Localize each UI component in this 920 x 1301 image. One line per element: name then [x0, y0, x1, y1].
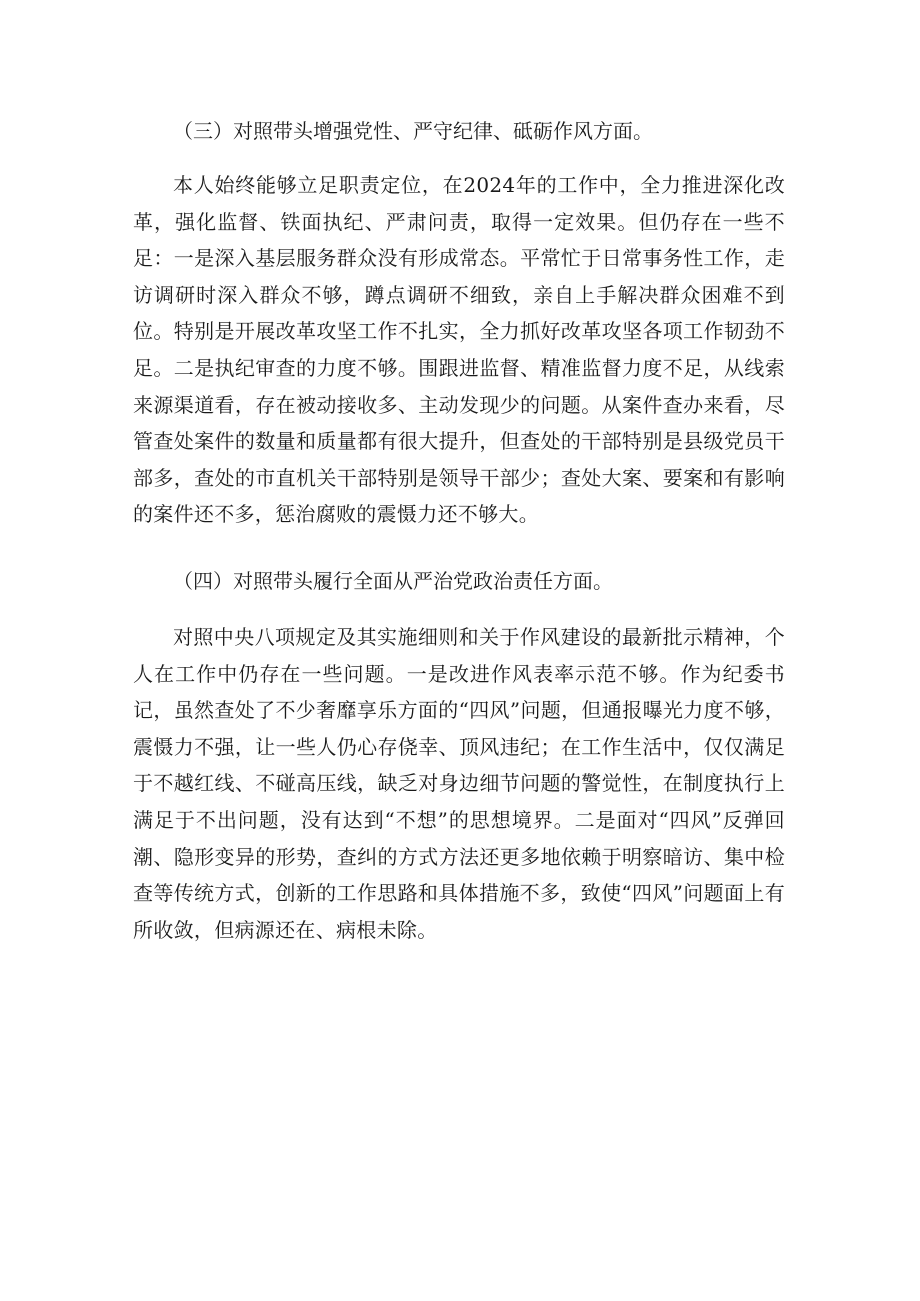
- section-3-paragraph: 本人始终能够立足职责定位，在2024年的工作中，全力推进深化改革，强化监督、铁面执纪、严肃问责，取得一定效果。但仍存在一些不足：一是深入基层服务群众没有形成常态。平常忙于日常事务性工作，走访调研时深入群众不够，蹲点调研不细致，亲自上手解决群众困难不到位。特别是开展改革攻坚工作不扎实，全力抓好改革攻坚各项工作韧劲不足。二是执纪审查的力度不够。围跟进监督、精准监督力度不足，从线索来源渠道看，存在被动接收多、主动发现少的问题。从案件查办来看，尽管查处案件的数量和质量都有很大提升，但查处的干部特别是县级党员干部多，查处的市直机关干部特别是领导干部少；查处大案、要案和有影响的案件还不多，惩治腐败的震慑力还不够大。: [133, 173, 785, 527]
- section-4-heading: （四）对照带头履行全面从严治党政治责任方面。: [173, 568, 613, 593]
- document-body: [133, 113, 785, 976]
- section-4-paragraph: 对照中央八项规定及其实施细则和关于作风建设的最新批示精神，个人在工作中仍存在一些问题。一是改进作风表率示范不够。作为纪委书记，虽然查处了不少奢靡享乐方面的“四风”问题，但通报曝光力度不够，震慑力不强，让一些人仍心存侥幸、顶风违纪；在工作生活中，仅仅满足于不越红线、不碰高压线，缺乏对身边细节问题的警觉性，在制度执行上满足于不出问题，没有达到“不想”的思想境界。二是面对“四风”反弹回潮、隐形变异的形势，查纠的方式方法还更多地依赖于明察暗访、集中检查等传统方式，创新的工作思路和具体措施不多，致使“四风”问题面上有所收敛，但病源还在、病根未除。: [133, 624, 785, 942]
- section-3-heading: （三）对照带头增强党性、严守纪律、砥砺作风方面。: [173, 119, 653, 143]
